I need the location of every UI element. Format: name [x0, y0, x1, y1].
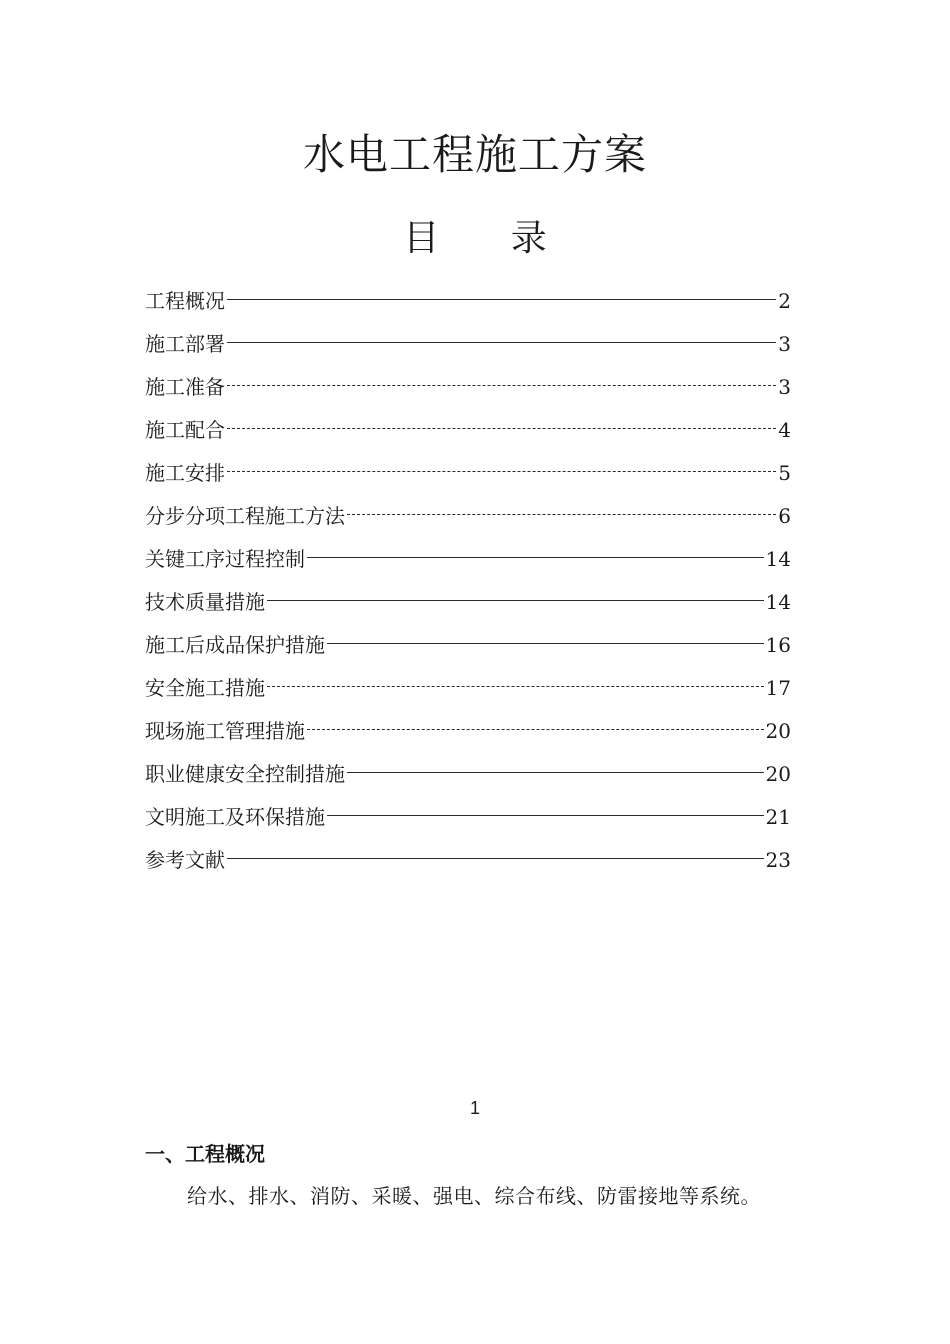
toc-leader-line [327, 815, 764, 816]
toc-entry-page: 20 [765, 719, 791, 743]
toc-entry-label: 现场施工管理措施 [145, 719, 305, 743]
toc-entry-label: 施工部署 [145, 332, 225, 356]
toc-leader-line [227, 471, 776, 472]
section-body-text: 给水、排水、消防、采暖、强电、综合布线、防雷接地等系统。 [187, 1184, 761, 1208]
toc-entry-page: 16 [765, 633, 791, 657]
toc-entry-label: 参考文献 [145, 848, 225, 872]
toc-entry-label: 施工准备 [145, 375, 225, 399]
toc-entry-label: 工程概况 [145, 289, 225, 313]
toc-entry-label: 施工安排 [145, 461, 225, 485]
toc-entry[interactable] [145, 753, 791, 796]
toc-entry[interactable] [145, 839, 791, 882]
toc-entry[interactable] [145, 710, 791, 753]
toc-entry[interactable] [145, 495, 791, 538]
toc-entry[interactable] [145, 280, 791, 323]
toc-leader-line [307, 729, 764, 730]
toc-entry-label: 关键工序过程控制 [145, 547, 305, 571]
toc-entry-label: 施工配合 [145, 418, 225, 442]
toc-leader-line [227, 858, 764, 859]
toc-leader-line [347, 514, 776, 515]
toc-entry-page: 6 [778, 504, 791, 528]
toc-entry-page: 4 [778, 418, 791, 442]
toc-entry-page: 2 [778, 289, 791, 313]
section-heading: 一、工程概况 [145, 1142, 265, 1166]
toc-leader-line [227, 428, 776, 429]
toc-entry-label: 分步分项工程施工方法 [145, 504, 345, 528]
page-number: 1 [469, 1098, 480, 1118]
toc-leader-line [347, 772, 764, 773]
toc-entry-page: 21 [765, 805, 791, 829]
toc-entry-label: 施工后成品保护措施 [145, 633, 325, 657]
toc-entry-label: 职业健康安全控制措施 [145, 762, 345, 786]
toc-entry[interactable] [145, 667, 791, 710]
toc-entry-label: 技术质量措施 [145, 590, 265, 614]
toc-leader-line [227, 385, 776, 386]
toc-entry-page: 23 [765, 848, 791, 872]
toc-entry-page: 20 [765, 762, 791, 786]
toc-entry-page: 14 [765, 547, 791, 571]
toc-leader-line [227, 299, 776, 300]
toc-entry[interactable] [145, 581, 791, 624]
toc-entry-page: 3 [778, 332, 791, 356]
toc-entry[interactable] [145, 624, 791, 667]
toc-entry-label: 安全施工措施 [145, 676, 265, 700]
toc-entry-page: 17 [765, 676, 791, 700]
toc-entry-page: 5 [778, 461, 791, 485]
toc-leader-line [307, 557, 764, 558]
toc-entry[interactable] [145, 409, 791, 452]
toc-title: 目 录 [403, 218, 577, 259]
toc-entry[interactable] [145, 323, 791, 366]
toc-entry-label: 文明施工及环保措施 [145, 805, 325, 829]
toc-entry[interactable] [145, 538, 791, 581]
toc-entry[interactable] [145, 366, 791, 409]
table-of-contents [145, 280, 791, 882]
toc-entry[interactable] [145, 452, 791, 495]
toc-entry[interactable] [145, 796, 791, 839]
toc-entry-page: 14 [765, 590, 791, 614]
toc-leader-line [327, 643, 764, 644]
toc-entry-page: 3 [778, 375, 791, 399]
document-title: 水电工程施工方案 [302, 130, 647, 179]
toc-leader-line [267, 686, 764, 687]
toc-leader-line [267, 600, 764, 601]
toc-leader-line [227, 342, 776, 343]
